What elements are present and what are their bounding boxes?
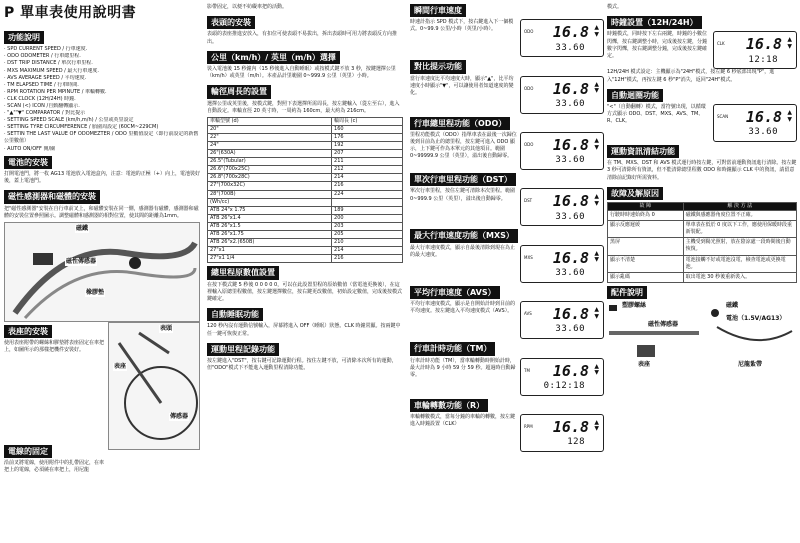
lcd-speed: 16.8	[552, 361, 589, 380]
accessory-label: 磁鐵	[726, 302, 739, 310]
table-cell: 27"(700x32C)	[208, 182, 332, 190]
heading-sleep: 自動睡眠功能	[207, 308, 263, 321]
lcd-speed: 16.8	[745, 108, 782, 126]
table-row	[208, 133, 403, 141]
table-cell: 顯示亂碼	[608, 272, 684, 282]
lcd-display	[520, 19, 604, 57]
table-cell: 160	[332, 125, 403, 133]
table-label: 表頭	[160, 324, 173, 332]
table-row	[208, 166, 403, 174]
mxs-text: 最大行車速度模式，顯示自最後清除到現在為止的最大速度。	[410, 244, 516, 258]
table-cell: 205	[332, 231, 403, 239]
rpm-text: 車輪轉數模式，當每分鐘的車輪的轉數，按左鍵進入時鐘設置（CLK）	[410, 413, 516, 427]
lcd-mode: RPM	[524, 423, 533, 429]
lcd-mode: ODO	[524, 29, 534, 35]
lcd-mode: TM	[524, 367, 530, 373]
column-1	[4, 0, 200, 476]
units-text: 裝入電池後 15 秒鐘內（15 秒後進入自動睡眠）或按模式鍵不放 3 秒，按鍵選擇公里（km/h）或英里（m/h）。本產品計里範圍 0~999.9 公里（英里）小時。	[207, 66, 396, 80]
speed-section	[410, 1, 604, 57]
table-cell: ATB 26"x1.4	[208, 214, 332, 222]
accessory-label: 尼龍紮帶	[738, 361, 763, 369]
comparator-icon: ▲ ▼	[594, 80, 599, 95]
odo-text: 里程功能模式（ODO）指單車表在最後一次歸位後到目前為止的總里程，按左鍵可進入 ODO 顯示，上下鍵可作為本單元的其他項目。範圍 0~99999.9 公里（英里），溢出後自動歸零。	[410, 132, 517, 160]
lcd-display	[520, 245, 604, 283]
scan-text: "<"（自動翻轉）模式，當符號出現，以循環方式顯示 ODO、DST、MXS、AVS、TM、R、CLK。	[607, 104, 706, 125]
rubber-pad-label: 橡膠墊	[86, 288, 105, 296]
troubleshoot-table	[607, 202, 797, 283]
rpm-heading: 車輪轉數功能（R）	[410, 399, 488, 412]
lcd-display	[520, 76, 604, 114]
heading-wire: 電線的固定	[4, 445, 52, 458]
accessory-label: 表座	[638, 361, 651, 369]
comparator-icon: ▲ ▼	[594, 306, 599, 320]
comparator-section	[410, 57, 604, 113]
comparator-heading: 對比提示功能	[410, 60, 466, 73]
lcd-mode: SCAN	[717, 114, 729, 119]
sensor-text: 把"磁性感測器"安裝在自行車前叉上，和磁體安裝在同一側，感測器有磁體，感測器和磁體的安裝位置參照圖示。調整磁體和感測器的相對位置，使其間的距離為1mm。	[4, 205, 199, 219]
table-cell: 24"	[208, 142, 332, 150]
lcd-display	[713, 31, 797, 69]
table-cell: (Wh/cc)	[208, 198, 332, 206]
lcd-value: 33.60	[748, 127, 778, 138]
bike-diagram	[108, 322, 200, 450]
heading-wheel: 輪徑周長的設置	[207, 85, 271, 98]
list-item: · MXS MAXIMUM SPEED / 最大行車速度.	[4, 67, 100, 74]
accessory-label: 電池（1.5V/AG13）	[726, 315, 786, 323]
table-row	[208, 206, 403, 214]
lcd-mode: ODO	[524, 142, 534, 148]
table-cell: 200	[332, 214, 403, 222]
mxs-heading: 最大行車速度功能（MXS）	[410, 229, 518, 242]
intro-text: 模式。	[607, 4, 623, 10]
comparator-icon: ▲ ▼	[787, 36, 792, 51]
table-row	[608, 211, 797, 221]
table-cell: 26.6"(700x25C)	[208, 166, 332, 174]
table-cell: 216	[332, 255, 403, 263]
intro-text: 影帶固定，以便不妨礙車把的活動。	[207, 4, 288, 10]
table-row	[608, 221, 797, 238]
lcd-speed: 16.8	[552, 79, 589, 98]
wheel-text: 選擇公里或英里後，按模式鍵，對照下表選擇所需周長，按左鍵輸入（從左至右），進入自動設定。車輪直徑 20 英寸時，一周約為 160cm，最大約為 216cm。	[207, 100, 400, 114]
odo-heading: 行車總里程功能（ODO）	[410, 117, 510, 130]
list-item: · TM ELAPSED TIME / 行車時間.	[4, 81, 79, 88]
heading-troubleshoot: 故障及解原因	[607, 187, 663, 200]
table-row	[208, 255, 403, 263]
lcd-display	[520, 132, 604, 170]
table-row	[208, 150, 403, 158]
heading-mount: 表座的安裝	[4, 325, 52, 338]
base-label: 表座	[114, 362, 127, 370]
table-cell: ATB 26"x1.5	[208, 222, 332, 230]
table-cell: 20"	[208, 125, 332, 133]
table-cell: 顯示反應遲緩	[608, 221, 684, 238]
comparator-icon: ▲ ▼	[594, 24, 599, 38]
bike-illustration	[109, 323, 199, 449]
heading-odo-set: 總里程原數值設置	[207, 266, 279, 279]
table-cell: 176	[332, 133, 403, 141]
clock-section	[607, 13, 797, 69]
list-item: · CLK CLOCK (12H/24H) 時鐘.	[4, 95, 76, 102]
heading-record: 運動里程記錄功能	[207, 343, 279, 356]
table-row	[208, 239, 403, 247]
function-list	[4, 46, 200, 152]
heading-units: 公里（km/h）/ 英里（m/h）選擇	[207, 51, 340, 64]
table-cell: 26.8"(700x28C)	[208, 174, 332, 182]
column-3	[410, 0, 604, 452]
table-cell: ATB 24"x 1.75	[208, 206, 332, 214]
lcd-mode: CLK	[717, 41, 725, 47]
list-item: · SCAN (<) ICON /自動翻轉顯示.	[4, 102, 80, 109]
table-cell: 行駛時時速始終為 0	[608, 211, 684, 221]
lcd-mode: AVS	[524, 311, 532, 317]
list-item: · SETTIN THE LAST VALUE OF ODOMEZTER / ODO 里數值設定（即行前設定的新舊公里數值）	[4, 131, 199, 145]
table-cell: 203	[332, 222, 403, 230]
sleep-text: 120 秒內沒有運動信號輸入，屏幕將進入 OFF（睡眠）狀態。CLK 時鐘常顯。按兩鍵中任一鍵可恢復正常。	[207, 323, 401, 337]
clock-extra-text: 12H/24H 模式設定：主機顯示為"24H"模式，按左鍵 6 秒底部出現"P"，進入"12H"模式，再按左鍵 6 秒"P"消失，返回"24H"模式。	[607, 69, 775, 83]
accessory-label: 塑膠螺絲	[622, 302, 647, 310]
table-row	[208, 231, 403, 239]
comparator-icon: ▲ ▼	[594, 362, 599, 377]
column-header: 解 決 方 法	[683, 203, 796, 211]
dst-section	[410, 170, 604, 226]
lcd-speed: 16.8	[745, 35, 782, 54]
list-item: · AVS AVERAGE SPEED / 平均速度.	[4, 74, 87, 81]
battery-text: 打開電池門，將一枚 AG13 電池放入電池盒內，注意：電池的正極（+）向上，電池裝好後，蓋上電池門。	[4, 171, 200, 185]
wire-text: 沿前叉將電線，使用附件中的扎帶固定，在車把上的電線，必須繞在車把上，用尼龍	[4, 460, 105, 474]
table-cell: 26"(630A)	[208, 150, 332, 158]
clear-text: 在 TM、MXS、DST 和 AVS 模式運行時按左鍵，可對當前運動資訊進行清除。按左鍵 3 秒可清除所有資訊，但不能清除總里程數 ODO 和時鐘顯示 CLK 中的資訊，請留意清除前記錄好所需資料。	[607, 160, 797, 181]
table-cell: 216	[332, 182, 403, 190]
table-cell: 磁鐵與感應器角度位置不正確。	[683, 211, 796, 221]
sensor-label: 磁性傳感器	[66, 257, 97, 265]
record-text: 按左鍵進入"DST"，按右鍵可記錄運動行程。按住左鍵不放，可清除本次所有的運動，但"ODO"模式下不能進入運動里程清除功能。	[207, 357, 397, 372]
lcd-value: 128	[567, 437, 585, 448]
lcd-value: 33.60	[555, 324, 585, 335]
heading-sensor: 磁性感測器和磁體的安裝	[4, 190, 100, 203]
lcd-display	[713, 104, 797, 142]
mxs-section	[410, 226, 604, 282]
dst-heading: 單次行車里程功能（DST）	[410, 173, 516, 186]
list-item: · SETTING TYRE CIRCUMFERENCE / 胎圍周設定 (60CM~229CM)	[4, 124, 159, 131]
lcd-speed: 16.8	[552, 248, 589, 267]
table-row	[208, 125, 403, 133]
table-row	[208, 214, 403, 222]
page-title: P 單車表使用說明書	[4, 5, 137, 21]
table-header-row	[208, 117, 403, 125]
list-item: · SETTING SPEED SCALE (km/h,m/h) / 公里或英里設定	[4, 117, 134, 124]
scan-heading: 自動迴圈功能	[607, 89, 663, 102]
table-cell: 單車表在低於 0 度以下工作，應使用保暖時段重新裝配。	[683, 221, 796, 238]
table-cell: 214	[332, 174, 403, 182]
list-item: · RPM ROTATION PER MPINUTE / 車輪轉數.	[4, 88, 107, 95]
table-cell: 211	[332, 158, 403, 166]
speed-text: 時速計指示 SPD 模式下，按右鍵進入下一個模式。0~99.9 公里/小時（英里/小時）。	[410, 19, 514, 33]
table-cell: 顯示不清楚	[608, 255, 684, 272]
table-row	[208, 190, 403, 198]
table-row	[608, 272, 797, 282]
table-cell: 取出電池 30 秒後重新裝入。	[683, 272, 796, 282]
comparator-icon: ▲ ▼	[787, 109, 792, 123]
avs-section	[410, 283, 604, 339]
lcd-speed: 16.8	[552, 417, 589, 436]
list-item: · "▲""▼" COMPARATOR / 對比提示	[4, 110, 86, 117]
table-row	[208, 142, 403, 150]
table-row	[608, 238, 797, 255]
table-cell: 22"	[208, 133, 332, 141]
list-item: · DST TRIP DISTANCE / 單次行車里程.	[4, 60, 93, 67]
table-cell: 27"x1	[208, 247, 332, 255]
lcd-speed: 16.8	[552, 23, 589, 42]
table-cell: 主機受到陽光照射，放在陰涼處一段時間後自動恢復。	[683, 238, 796, 255]
speed-heading: 瞬間行車速度	[410, 4, 466, 17]
lcd-mode: MXS	[524, 254, 533, 260]
heading-battery: 電池的安裝	[4, 156, 52, 169]
wheel-size-table	[207, 117, 403, 264]
dst-text: 單次行車里程，按住左鍵可清除本次里程。範圍 0~999.9 公里（英里），溢出後自動歸零。	[410, 188, 516, 202]
table-cell: ATB 26"x2.(650B)	[208, 239, 332, 247]
comparator-icon: ▲ ▼	[594, 193, 599, 208]
table-header-row	[608, 203, 797, 211]
lcd-value: 33.60	[555, 42, 585, 53]
avs-text: 平均行車速度模式，顯示是自開始計時到目前的平均速度。按左鍵進入平均速度模式（AVS）。	[410, 301, 516, 315]
heading-head-mount: 表頭的安裝	[207, 16, 255, 29]
mount-text: 使用表座附帶的螺絲和膠墊將表座固定在車把上，如圖所示的那樣把機件安裝好。	[4, 340, 105, 354]
table-row	[208, 182, 403, 190]
sensor-label-2: 傳感器	[170, 412, 189, 420]
lcd-value: 33.60	[555, 155, 585, 166]
lcd-display	[520, 188, 604, 226]
table-row	[208, 158, 403, 166]
head-mount-text: 表頭的表座推進安放入，有扣位可使表頭不易拔出，拆出表頭時可用力將表頭反方向推出。	[207, 31, 398, 45]
accessories-illustration	[607, 301, 797, 385]
mount-section	[4, 322, 200, 450]
table-cell: ATB 26"x1.75	[208, 231, 332, 239]
table-row	[208, 222, 403, 230]
tm-section	[410, 339, 604, 395]
lcd-display	[520, 414, 604, 452]
odo-section	[410, 114, 604, 170]
table-cell: 189	[332, 206, 403, 214]
comparator-icon: ▲ ▼	[594, 137, 599, 151]
lcd-value: 33.60	[555, 211, 585, 222]
sensor-diagram	[4, 222, 200, 322]
heading-clear: 運動資訊清結功能	[607, 145, 679, 158]
lcd-display	[520, 358, 604, 396]
list-item: · ODO ODOMETER / 行車總里程.	[4, 53, 81, 60]
clock-heading: 時鐘設置（12H/24H）	[607, 16, 702, 29]
table-row	[608, 255, 797, 272]
lcd-speed: 16.8	[552, 136, 589, 155]
column-header: 車輪型號 (d)	[208, 117, 332, 125]
avs-heading: 平均行車速度（AVS）	[410, 286, 500, 299]
table-cell: 192	[332, 142, 403, 150]
tm-text: 行車計時功能（TM），當車輪轉動時開始計時，最大計時為 9 小時 59 分 59 秒。超過時自動歸零。	[410, 357, 516, 378]
table-row	[208, 198, 403, 206]
table-row	[208, 174, 403, 182]
lcd-mode: ODO	[524, 85, 534, 91]
scan-section	[607, 86, 797, 142]
list-item: · AUTO ON/OFF 開/關	[4, 145, 56, 152]
table-row	[208, 247, 403, 255]
lcd-mode: DST	[524, 198, 533, 204]
lcd-value: 0:12:18	[543, 380, 585, 391]
table-cell: 224	[332, 190, 403, 198]
tm-heading: 行車計時功能（TM）	[410, 342, 495, 355]
odo-set-text: 在按下模式鍵 5 秒後 0 0 0 0 0，可以在此設置里程的原始數值（當電池更換後），在這裡輸入原總里程數值，按左鍵選擇數位，按右鍵更改數值，初始設定數值，完成後按模式鍵確定。	[207, 281, 403, 302]
table-cell: 214	[332, 247, 403, 255]
table-cell: 26.5"(Tubular)	[208, 158, 332, 166]
accessories-diagram	[607, 301, 797, 387]
comparator-icon: ▲ ▼	[594, 418, 599, 433]
accessory-label: 磁性傳感器	[648, 321, 679, 329]
column-header: 輪周長 (c)	[332, 117, 403, 125]
list-item: · SPD CURRENT SPEED / 行車速度.	[4, 46, 88, 53]
heading-accessories: 配件說明	[607, 286, 647, 299]
lcd-speed: 16.8	[552, 192, 589, 211]
lcd-display	[520, 301, 604, 339]
column-4	[607, 0, 797, 387]
column-header: 故 障	[608, 203, 684, 211]
lcd-value: 33.60	[555, 98, 585, 109]
rpm-section	[410, 396, 604, 452]
table-cell: 電池接觸不好或電池沒電，檢查電池或更換電池。	[683, 255, 796, 272]
comparator-icon: ▲ ▼	[594, 249, 599, 264]
column-2	[207, 0, 403, 374]
table-cell: 207	[332, 150, 403, 158]
lcd-speed: 16.8	[552, 305, 589, 324]
magnet-label: 磁鐵	[76, 224, 89, 232]
table-cell: 28"(700B)	[208, 190, 332, 198]
table-cell: 212	[332, 166, 403, 174]
lcd-value: 33.60	[555, 268, 585, 279]
table-cell	[332, 198, 403, 206]
fork-illustration	[5, 223, 199, 321]
clock-text: 時鐘模式，同時按下左右兩鍵，時鐘的小數位閃爍，按右鍵調整小時，完成後按左鍵，分鐘數字閃爍，按右鍵調整分鐘，完成後按左鍵確定。	[607, 31, 708, 59]
table-cell: 210	[332, 239, 403, 247]
table-cell: 黑屏	[608, 238, 684, 255]
table-cell: 27"x1 1/4	[208, 255, 332, 263]
heading-functions: 功能說明	[4, 31, 44, 44]
comparator-text: 當行車速度比平均速度大時，顯示"▲"，比平均速度小時顯示"▼"，可以讓使用者知道速度的變化。	[410, 75, 514, 96]
lcd-value: 12:18	[748, 54, 778, 65]
